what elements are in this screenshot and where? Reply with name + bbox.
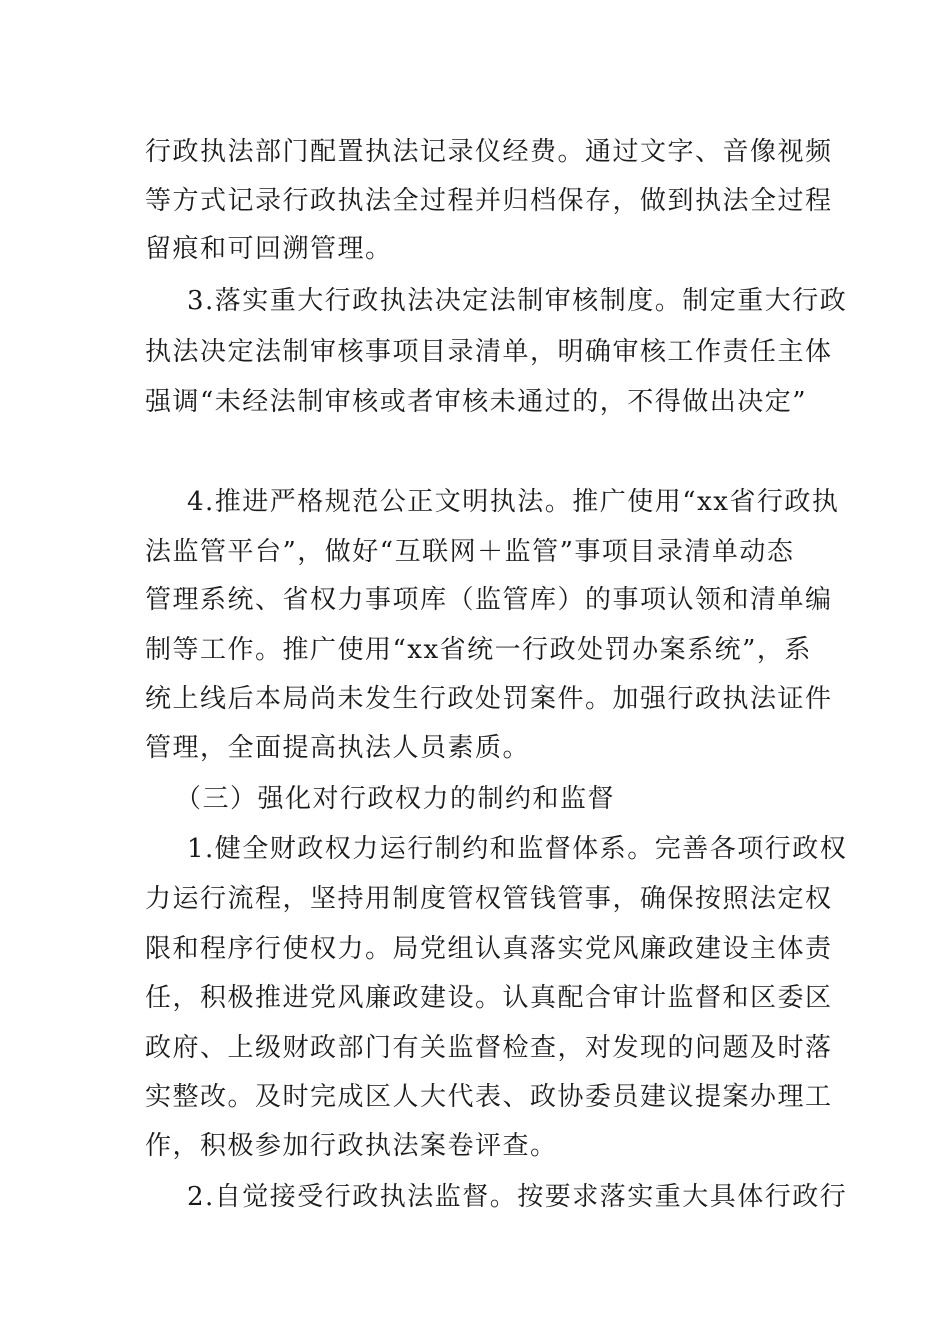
text-line: 力运行流程，坚持用制度管权管钱管事，确保按照法定权 — [145, 884, 833, 914]
section-heading: （三）强化对行政权力的制约和监督 — [175, 784, 616, 814]
text-line: 任，积极推进党风廉政建设。认真配合审计监督和区委区 — [145, 983, 833, 1013]
text-line: 强调“未经法制审核或者审核未通过的，不得做出决定” — [145, 387, 808, 417]
paragraph-heading: 3.落实重大行政执法决定法制审核制度。制定重大行政 — [187, 286, 848, 316]
text-line: 管理系统、省权力事项库（监管库）的事项认领和清单编 — [145, 585, 833, 615]
text-line: 统上线后本局尚未发生行政处罚案件。加强行政执法证件 — [145, 684, 833, 714]
text-line: 限和程序行使权力。局党组认真落实党风廉政建设主体责 — [145, 934, 833, 964]
text-line: 执法决定法制审核事项目录清单，明确审核工作责任主体 — [145, 337, 833, 367]
paragraph-heading: 2.自觉接受行政执法监督。按要求落实重大具体行政行 — [187, 1182, 848, 1212]
paragraph-heading: 1.健全财政权力运行制约和监督体系。完善各项行政权 — [187, 834, 848, 864]
text-line: 法监管平台”，做好“互联网＋监管”事项目录清单动态 — [145, 537, 795, 567]
text-line: 行政执法部门配置执法记录仪经费。通过文字、音像视频 — [145, 137, 833, 167]
text-line: 作，积极参加行政执法案卷评查。 — [145, 1131, 558, 1161]
paragraph-heading: 4.推进严格规范公正文明执法。推广使用“xx省行政执 — [187, 487, 840, 517]
text-line: 等方式记录行政执法全过程并归档保存，做到执法全过程 — [145, 186, 833, 216]
text-line: 政府、上级财政部门有关监督检查，对发现的问题及时落 — [145, 1033, 833, 1063]
text-line: 实整改。及时完成区人大代表、政协委员建议提案办理工 — [145, 1082, 833, 1112]
text-line: 留痕和可回溯管理。 — [145, 234, 393, 264]
text-line: 制等工作。推广使用“xx省统一行政处罚办案系统”，系 — [145, 635, 812, 665]
text-line: 管理，全面提高执法人员素质。 — [145, 733, 531, 763]
